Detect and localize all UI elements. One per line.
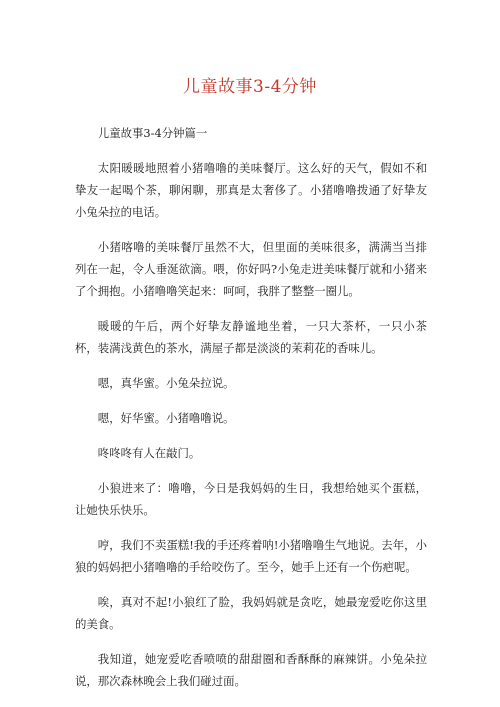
paragraph: 小猪喀噜的美味餐厅虽然不大，但里面的美味很多，满满当当排列在一起，令人垂涎欲滴。喂，你好吗?小兔走进美味餐厅就和小猪来了个拥抱。小猪噜噜笑起来：呵呵，我胖了整整一圈儿。 bbox=[75, 240, 427, 298]
section-heading: 儿童故事3-4分钟篇一 bbox=[97, 126, 208, 140]
paragraph: 哼，我们不卖蛋糕!我的手还疼着呐!小猪噜噜生气地说。去年，小狼的妈妈把小猪噜噜的手给咬伤了。至今，她手上还有一个伤疤呢。 bbox=[75, 538, 427, 574]
document-title: 儿童故事3-4分钟 bbox=[183, 77, 317, 97]
document-body bbox=[75, 122, 427, 705]
paragraph: 小狼进来了：噜噜，今日是我妈妈的生日，我想给她买个蛋糕，让她快乐快乐。 bbox=[75, 481, 427, 517]
paragraph: 咚咚咚有人在敲门。 bbox=[97, 446, 201, 460]
paragraph: 暖暖的午后，两个好挚友静谧地坐着，一只大茶杯，一只小茶杯，装满浅黄色的茶水，满屋子都是淡淡的茉莉花的香味儿。 bbox=[75, 319, 427, 355]
paragraph: 太阳暖暖地照着小猪噜噜的美味餐厅。这么好的天气，假如不和挚友一起喝个茶，聊闲聊，那真是太奢侈了。小猪噜噜拨通了好挚友小兔朵拉的电话。 bbox=[75, 161, 427, 219]
paragraph: 嗯，好华蜜。小猪噜噜说。 bbox=[97, 411, 235, 425]
paragraph: 我知道，她宠爱吃香喷喷的甜甜圈和香酥酥的麻辣饼。小兔朵拉说，那次森林晚会上我们碰过面。 bbox=[75, 652, 427, 688]
paragraph: 嗯，真华蜜。小兔朵拉说。 bbox=[97, 376, 235, 390]
paragraph: 唉，真对不起!小狼红了脸，我妈妈就是贪吃，她最宠爱吃你这里的美食。 bbox=[75, 595, 427, 631]
